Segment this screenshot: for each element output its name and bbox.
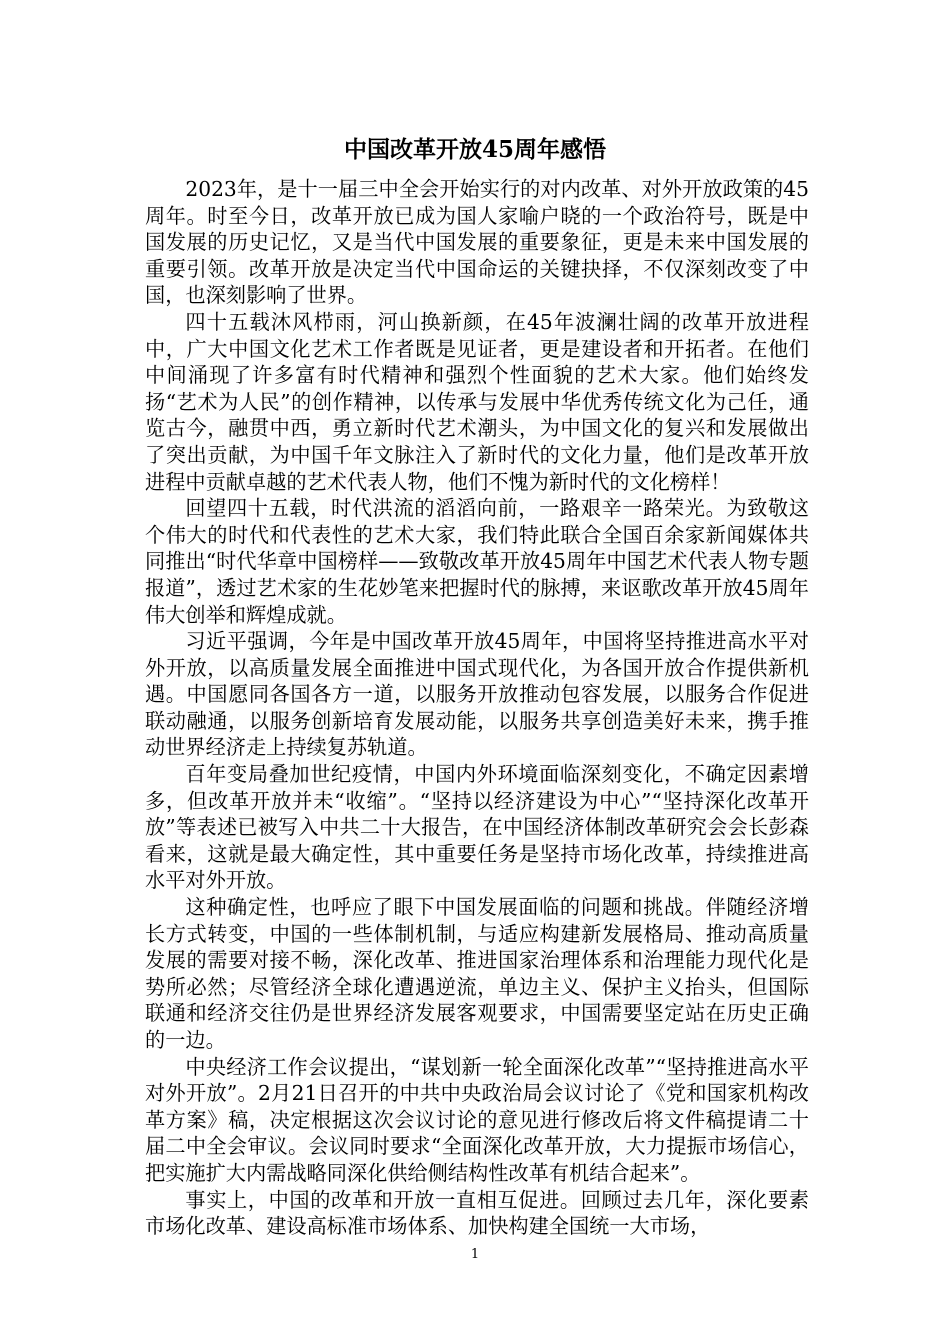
paragraph-7: 中央经济工作会议提出，“谋划新一轮全面深化改革”“坚持推进高水平对外开放”。2月21日召开的中共中央政治局会议讨论了《党和国家机构改革方案》稿，决定根据这次会议讨论的意见进行修改后将文件稿提请二十届二中全会审议。会议同时要求“全面深化改革开放，大力提振市场信心，把实施扩大内需战略同深化供给侧结构性改革有机结合起来”。: [145, 1054, 809, 1185]
paragraph-3: 回望四十五载，时代洪流的滔滔向前，一路艰辛一路荣光。为致敬这个伟大的时代和代表性的艺术大家，我们特此联合全国百余家新闻媒体共同推出“时代华章中国榜样——致敬改革开放45周年中国艺术代表人物专题报道”，透过艺术家的生花妙笔来把握时代的脉搏，来讴歌改革开放45周年伟大创举和辉煌成就。: [145, 496, 809, 627]
paragraph-2: 四十五载沐风栉雨，河山换新颜，在45年波澜壮阔的改革开放进程中，广大中国文化艺术工作者既是见证者，更是建设者和开拓者。在他们中间涌现了许多富有时代精神和强烈个性面貌的艺术大家。他们始终发扬“艺术为人民”的创作精神，以传承与发展中华优秀传统文化为己任，通览古今，融贯中西，勇立新时代艺术潮头，为中国文化的复兴和发展做出了突出贡献，为中国千年文脉注入了新时代的文化力量，他们是改革开放进程中贡献卓越的艺术代表人物，他们不愧为新时代的文化榜样！: [145, 309, 809, 494]
page-number: 1: [470, 1247, 480, 1262]
paragraph-5: 百年变局叠加世纪疫情，中国内外环境面临深刻变化，不确定因素增多，但改革开放并未“收缩”。“坚持以经济建设为中心”“坚持深化改革开放”等表述已被写入中共二十大报告，在中国经济体制改革研究会会长彭森看来，这就是最大确定性，其中重要任务是坚持市场化改革，持续推进高水平对外开放。: [145, 762, 809, 893]
document-title: 中国改革开放45周年感悟: [343, 136, 606, 163]
paragraph-1: 2023年，是十一届三中全会开始实行的对内改革、对外开放政策的45周年。时至今日，改革开放已成为国人家喻户晓的一个政治符号，既是中国发展的历史记忆，又是当代中国发展的重要象征，更是未来中国发展的重要引领。改革开放是决定当代中国命运的关键抉择，不仅深刻改变了中国，也深刻影响了世界。: [145, 177, 809, 308]
paragraph-4: 习近平强调，今年是中国改革开放45周年，中国将坚持推进高水平对外开放，以高质量发展全面推进中国式现代化，为各国开放合作提供新机遇。中国愿同各国各方一道，以服务开放推动包容发展，以服务合作促进联动融通，以服务创新培育发展动能，以服务共享创造美好未来，携手推动世界经济走上持续复苏轨道。: [145, 629, 809, 760]
paragraph-8: 事实上，中国的改革和开放一直相互促进。回顾过去几年，深化要素市场化改革、建设高标准市场体系、加快构建全国统一大市场，: [145, 1187, 809, 1239]
paragraph-6: 这种确定性，也呼应了眼下中国发展面临的问题和挑战。伴随经济增长方式转变，中国的一些体制机制，与适应构建新发展格局、推动高质量发展的需要对接不畅，深化改革、推进国家治理体系和治理能力现代化是势所必然；尽管经济全球化遭遇逆流，单边主义、保护主义抬头，但国际联通和经济交往仍是世界经济发展客观要求，中国需要坚定站在历史正确的一边。: [145, 895, 809, 1052]
document-body: [145, 176, 809, 1240]
